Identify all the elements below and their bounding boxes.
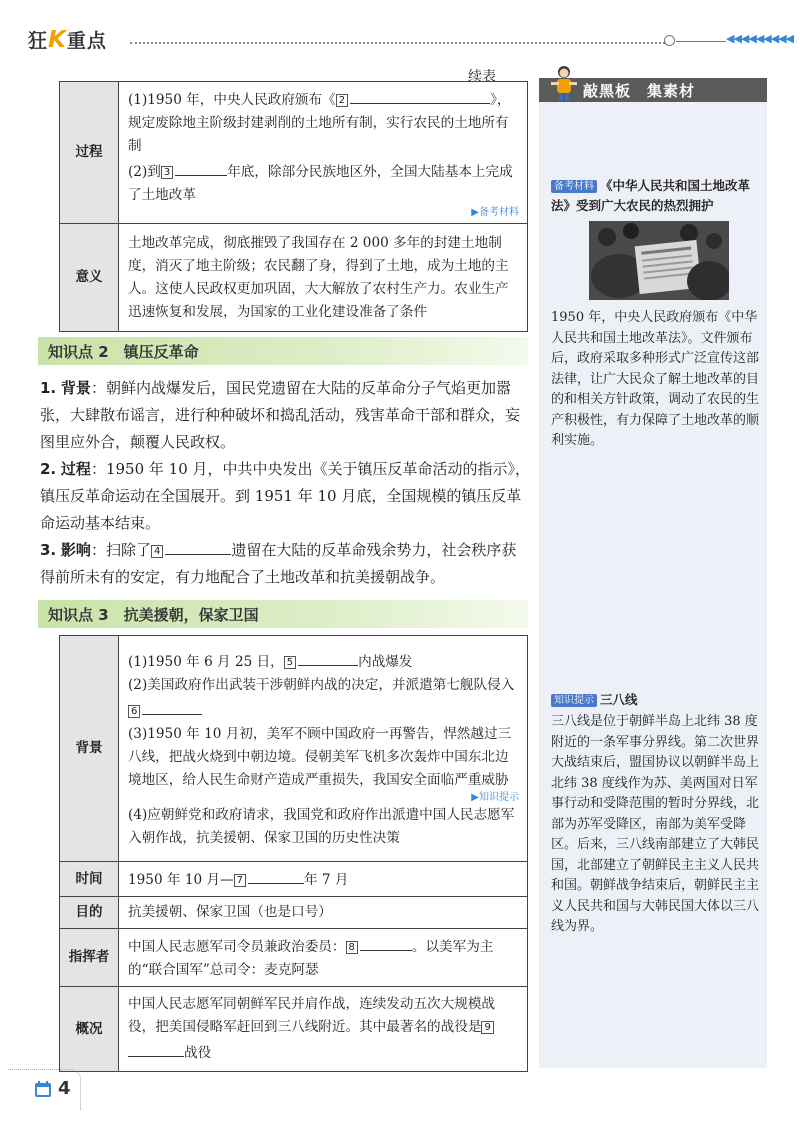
brand-logo: 狂K重点 [28,27,107,53]
knowledge-tag: 知识提示 [551,694,597,707]
student-icon [549,64,579,102]
table-row-process [60,82,528,224]
blank-number-2: 2 [336,94,348,107]
continued-label: 续表 [468,69,496,85]
row-label-goal: 目的 [60,897,119,929]
korean-war-table [59,635,528,1072]
answer-blank-8[interactable] [360,933,412,951]
blank-number-6: 6 [128,705,140,718]
table-row-time: 时间 1950 年 10 月— 7 年 7 月 [60,862,528,897]
blank-number-9: 9 [481,1021,493,1034]
header-arrows-icon: ◀◀◀◀◀◀◀◀◀ [726,32,794,45]
blank-number-8: 8 [346,941,358,954]
blank-number-3: 3 [161,166,173,179]
table-row-goal: 目的 抗美援朝、保家卫国（也是口号） [60,897,528,929]
row-label-commander: 指挥者 [60,929,119,987]
historical-photo [589,221,729,300]
material-tag: 备考材料 [551,180,597,193]
answer-blank-6[interactable] [142,697,202,715]
sidebar-block2-title: 知识提示 三八线 [551,690,763,710]
table-row-commander: 指挥者 中国人民志愿军司令员兼政治委员： 8 。以美军为主的“联合国军”总司令：麦克阿瑟 [60,929,528,987]
sidebar-block1-title: 备考材料 《中华人民共和国土地改革法》受到广大农民的热烈拥护 [551,178,751,213]
table-row-background [60,636,528,862]
row-label-time: 时间 [60,862,119,897]
row-content-background: (1)1950 年 6 月 25 日， 5 内战爆发 (2)美国政府作出武装干涉朝鲜内战的决定，并派遣第七舰队侵入6 (3)1950 年 10 月初，美军不顾中国政府一再警告，悍然越过三八线，把战火烧到中朝边境。侵朝美军飞机多次轰炸中国东北边境地区，给人民生命财产造成严重损失，我国安全面临严重威胁 ▶知识提示 (4)应朝鲜党和政府请求，我国党和政府作出派遣中国人民志愿军入朝作战，抗美援朝、保家卫国的历史性决策 [119,636,528,862]
row-content-meaning: 土地改革完成，彻底摧毁了我国存在 2 000 多年的封建土地制度，消灭了地主阶级；农民翻了身，得到了土地，成为土地的主人。这使人民政权更加巩固，大大解放了农村生产力。农业生产迅速恢复和发展，为国家的工业化建设准备了条件 [119,224,528,332]
section-header-3: 知识点 3 抗美援朝，保家卫国 [38,600,528,628]
calendar-icon [34,1080,52,1098]
header-circle-icon [664,35,675,46]
section2-item-3: 3. 影响：扫除了 4 遗留在大陆的反革命残余势力，社会秩序获得前所未有的安定，有力地配合了土地改革和抗美援朝战争。 [40,537,530,591]
row-label-background: 背景 [60,636,119,862]
answer-blank-5[interactable] [298,648,358,666]
row-content-process: (1)1950 年，中央人民政府颁布《 2 》，规定废除地主阶级封建剥削的土地所有制，实行农民的土地所有制 (2)到 3 年底，除部分民族地区外，全国大陆基本上完成了土地改革 ▶备考材料 [119,82,528,224]
answer-blank-7[interactable] [248,866,304,884]
sidebar-block2-text: 三八线是位于朝鲜半岛上北纬 38 度附近的一条军事分界线。第二次世界大战结束后，盟国协议以朝鲜半岛上北纬 38 度线作为苏、美两国对日军事行动和受降范围的暂时分界线，北部为苏军受降区，南部为美军受降区。后来，三八线南部建立了大韩民国，北部建立了朝鲜民主主义人民共和国。朝鲜战争结束后，朝鲜民主主义人民共和国与大韩民国大体以三八线为界。 [551,714,760,934]
sidebar-header: 敲黑板 集素材 [539,78,767,102]
land-reform-table [59,81,528,332]
blank-number-5: 5 [284,656,296,669]
row-label-overview: 概况 [60,987,119,1072]
knowledge-tip-link[interactable]: ▶知识提示 [471,791,519,803]
answer-blank-2[interactable] [350,86,490,104]
sidebar-block1-text: 1950 年，中央人民政府颁布《中华人民共和国土地改革法》。文件颁布后，政府采取多种形式广泛宣传这部法律，让广大民众了解土地改革的目的和相关方针政策，调动了农民的生产积极性，有力保障了土地改革的顺利实施。 [551,310,760,448]
table-row-overview: 概况 中国人民志愿军同朝鲜军民并肩作战，连续发动五次大规模战役，把美国侵略军赶回到三八线附近。其中最著名的战役是 9战役 [60,987,528,1072]
sidebar-panel [539,78,767,1068]
answer-blank-9[interactable] [128,1039,184,1057]
newspaper-crowd-image [589,221,729,300]
answer-blank-4[interactable] [165,537,231,555]
header-divider [130,42,665,44]
material-tag-link[interactable]: ▶备考材料 [471,207,519,218]
answer-blank-3[interactable] [175,158,227,176]
header-line [676,41,726,42]
blank-number-7: 7 [234,874,246,887]
page-number: 4 [58,1078,71,1099]
section-header-2: 知识点 2 镇压反革命 [38,337,528,365]
section2-item-2: 2. 过程：1950 年 10 月，中共中央发出《关于镇压反革命活动的指示》，镇压反革命运动在全国展开。到 1951 年 10 月底，全国规模的镇压反革命运动基本结束。 [40,460,531,532]
row-label-meaning: 意义 [60,224,119,332]
row-label-process: 过程 [60,82,119,224]
blank-number-4: 4 [151,545,163,558]
table-row-meaning [60,224,528,332]
section2-item-1: 1. 背景：朝鲜内战爆发后，国民党遗留在大陆的反革命分子气焰更加嚣张，大肆散布谣言，进行种种破坏和捣乱活动，残害革命干部和群众，妄图里应外合，颠覆人民政权。 [40,379,521,451]
